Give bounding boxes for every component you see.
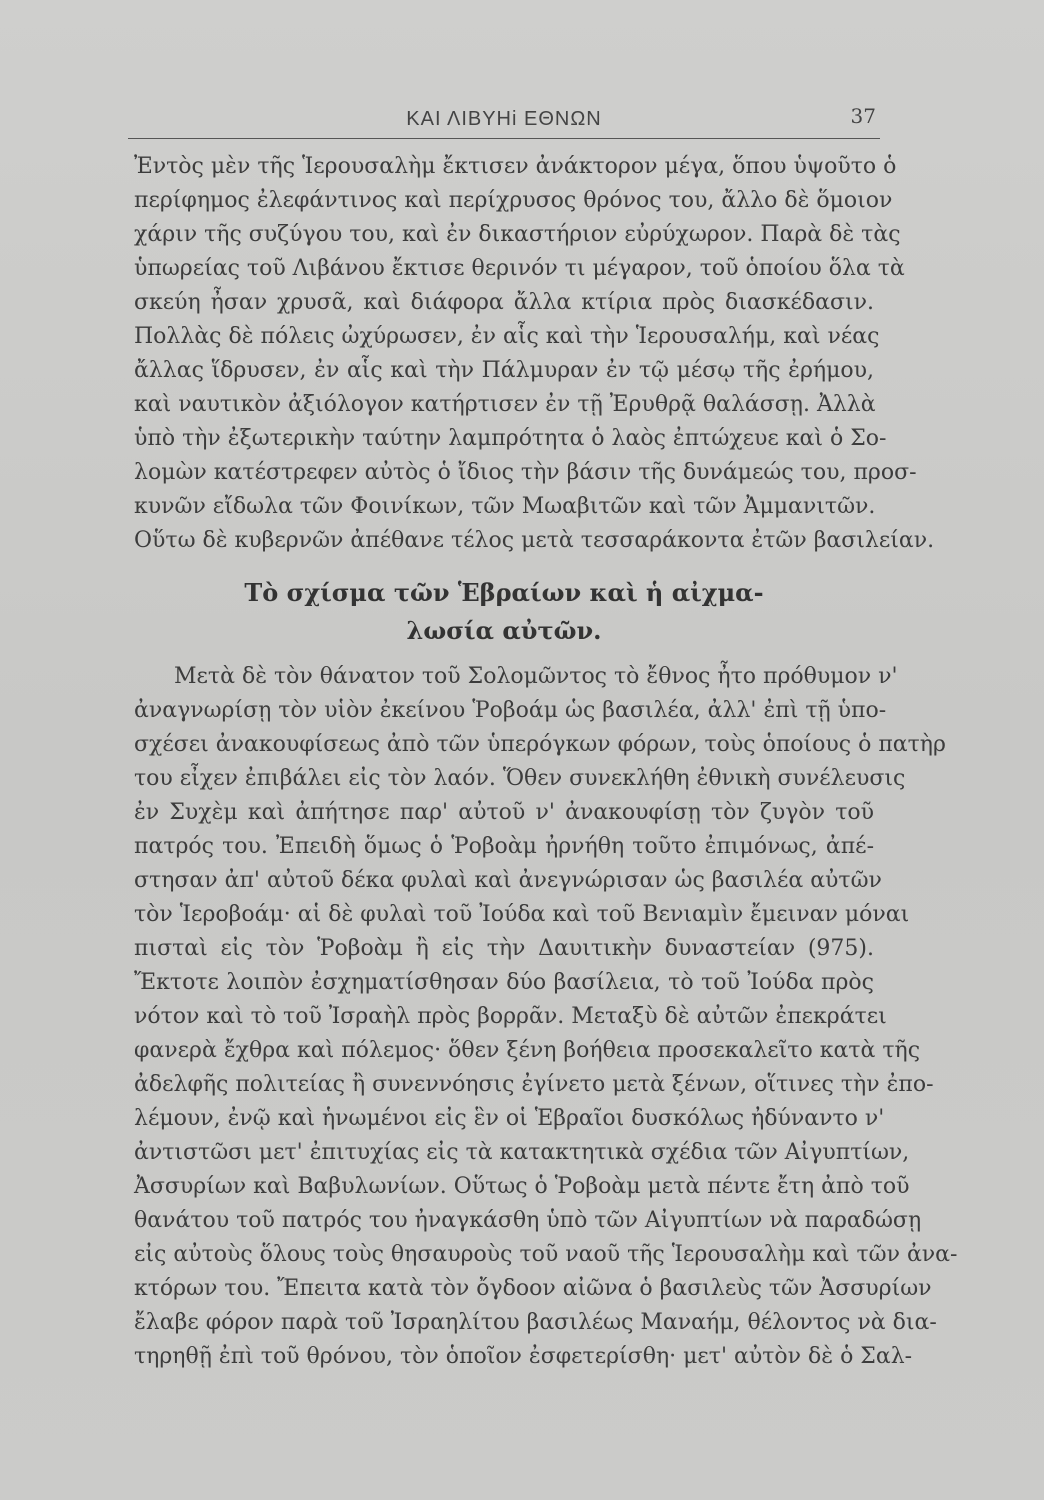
- text-line: Οὕτω δὲ κυβερνῶν ἀπέθανε τέλος μετὰ τεσσαράκοντα ἐτῶν βασιλείαν.: [134, 528, 935, 553]
- text-line: ἐν Συχὲμ καὶ ἀπήτησε παρ' αὐτοῦ ν' ἀνακουφίσῃ τὸν ζυγὸν τοῦ: [134, 800, 874, 825]
- text-line: Μετὰ δὲ τὸν θάνατον τοῦ Σολομῶντος τὸ ἔθνος ἦτο πρόθυμον ν': [174, 664, 898, 689]
- text-line: φανερὰ ἔχθρα καὶ πόλεμος· ὅθεν ξένη βοήθεια προσεκαλεῖτο κατὰ τῆς: [134, 1038, 921, 1063]
- paragraph-2: [134, 660, 958, 1374]
- text-line: Ἐντὸς μὲν τῆς Ἱερουσαλὴμ ἔκτισεν ἀνάκτορον μέγα, ὅπου ὑψοῦτο ὁ: [134, 154, 897, 179]
- section-heading-line-2: λωσία αὐτῶν.: [406, 616, 602, 645]
- text-line: καὶ ναυτικὸν ἀξιόλογον κατήρτισεν ἐν τῇ Ἐρυθρᾷ θαλάσσῃ. Ἀλλὰ: [134, 392, 876, 417]
- text-line: πισταὶ εἰς τὸν Ῥοβοὰμ ἢ εἰς τὴν Δαυιτικὴν δυναστείαν (975).: [134, 936, 874, 961]
- section-heading: [134, 574, 874, 650]
- text-line: ἔλαβε φόρον παρὰ τοῦ Ἰσραηλίτου βασιλέως Μαναήμ, θέλοντος νὰ δια-: [134, 1310, 937, 1335]
- text-line: εἰς αὐτοὺς ὅλους τοὺς θησαυροὺς τοῦ ναοῦ τῆς Ἱερουσαλὴμ καὶ τῶν ἀνα-: [134, 1242, 958, 1267]
- text-line: χάριν τῆς συζύγου του, καὶ ἐν δικαστήριον εὐρύχωρον. Παρὰ δὲ τὰς: [134, 222, 901, 247]
- section-heading-line-1: Τὸ σχίσμα τῶν Ἑβραίων καὶ ἡ αἰχμα-: [244, 578, 764, 607]
- text-line: ἀντιστῶσι μετ' ἐπιτυχίας εἰς τὰ κατακτητικὰ σχέδια τῶν Αἰγυπτίων,: [134, 1140, 910, 1165]
- page-header: [128, 104, 880, 139]
- text-line: σκεύη ἦσαν χρυσᾶ, καὶ διάφορα ἄλλα κτίρια πρὸς διασκέδασιν.: [134, 290, 874, 315]
- text-line: πατρός του. Ἐπειδὴ ὅμως ὁ Ῥοβοὰμ ἠρνήθη τοῦτο ἐπιμόνως, ἀπέ-: [134, 834, 874, 859]
- text-line: ὑπὸ τὴν ἐξωτερικὴν ταύτην λαμπρότητα ὁ λαὸς ἐπτώχευε καὶ ὁ Σο-: [134, 426, 887, 451]
- text-line: Ἔκτοτε λοιπὸν ἐσχηματίσθησαν δύο βασίλεια, τὸ τοῦ Ἰούδα πρὸς: [134, 970, 874, 995]
- text-line: ἀναγνωρίσῃ τὸν υἱὸν ἐκείνου Ῥοβοάμ ὡς βασιλέα, ἀλλ' ἐπὶ τῇ ὑπο-: [134, 698, 887, 723]
- page-number: 37: [850, 104, 876, 128]
- text-line: σχέσει ἀνακουφίσεως ἀπὸ τῶν ὑπερόγκων φόρων, τοὺς ὁποίους ὁ πατὴρ: [134, 732, 946, 757]
- text-line: τὸν Ἱεροβοάμ· αἱ δὲ φυλαὶ τοῦ Ἰούδα καὶ τοῦ Βενιαμὶν ἔμειναν μόναι: [134, 902, 910, 927]
- text-line: θανάτου τοῦ πατρός του ἠναγκάσθη ὑπὸ τῶν Αἰγυπτίων νὰ παραδώσῃ: [134, 1208, 922, 1233]
- text-line: νότον καὶ τὸ τοῦ Ἰσραὴλ πρὸς βορρᾶν. Μεταξὺ δὲ αὐτῶν ἐπεκράτει: [134, 1004, 887, 1029]
- text-line: λομὼν κατέστρεφεν αὐτὸς ὁ ἴδιος τὴν βάσιν τῆς δυνάμεώς του, προσ-: [134, 460, 917, 485]
- text-line: ὑπωρείας τοῦ Λιβάνου ἔκτισε θερινόν τι μέγαρον, τοῦ ὁποίου ὅλα τὰ: [134, 256, 905, 281]
- text-line: ἀδελφῆς πολιτείας ἢ συνεννόησις ἐγίνετο μετὰ ξένων, οἵτινες τὴν ἐπο-: [134, 1072, 934, 1097]
- text-line: στησαν ἀπ' αὐτοῦ δέκα φυλαὶ καὶ ἀνεγνώρισαν ὡς βασιλέα αὐτῶν: [134, 868, 882, 893]
- text-line: τηρηθῇ ἐπὶ τοῦ θρόνου, τὸν ὁποῖον ἐσφετερίσθη· μετ' αὐτὸν δὲ ὁ Σαλ-: [134, 1344, 913, 1369]
- paragraph-1: [134, 150, 935, 558]
- text-line: περίφημος ἐλεφάντινος καὶ περίχρυσος θρόνος του, ἄλλο δὲ ὅμοιον: [134, 188, 893, 213]
- text-line: Πολλὰς δὲ πόλεις ὠχύρωσεν, ἐν αἷς καὶ τὴν Ἱερουσαλήμ, καὶ νέας: [134, 324, 880, 349]
- text-line: λέμουν, ἐνῷ καὶ ἡνωμένοι εἰς ἓν οἱ Ἑβραῖοι δυσκόλως ἠδύναντο ν': [134, 1106, 885, 1131]
- text-line: του εἶχεν ἐπιβάλει εἰς τὸν λαόν. Ὅθεν συνεκλήθη ἐθνικὴ συνέλευσις: [134, 766, 906, 791]
- running-head: ΚΑΙ ΛΙΒΥΗi ΕΘΝΩΝ: [406, 108, 602, 130]
- text-line: Ἀσσυρίων καὶ Βαβυλωνίων. Οὕτως ὁ Ῥοβοὰμ μετὰ πέντε ἔτη ἀπὸ τοῦ: [134, 1174, 910, 1199]
- text-line: κτόρων του. Ἔπειτα κατὰ τὸν ὄγδοον αἰῶνα ὁ βασιλεὺς τῶν Ἀσσυρίων: [134, 1276, 932, 1301]
- text-line: κυνῶν εἴδωλα τῶν Φοινίκων, τῶν Μωαβιτῶν καὶ τῶν Ἀμμανιτῶν.: [134, 494, 876, 519]
- text-line: ἄλλας ἵδρυσεν, ἐν αἷς καὶ τὴν Πάλμυραν ἐν τῷ μέσῳ τῆς ἐρήμου,: [134, 358, 874, 383]
- page-body: [134, 150, 958, 1374]
